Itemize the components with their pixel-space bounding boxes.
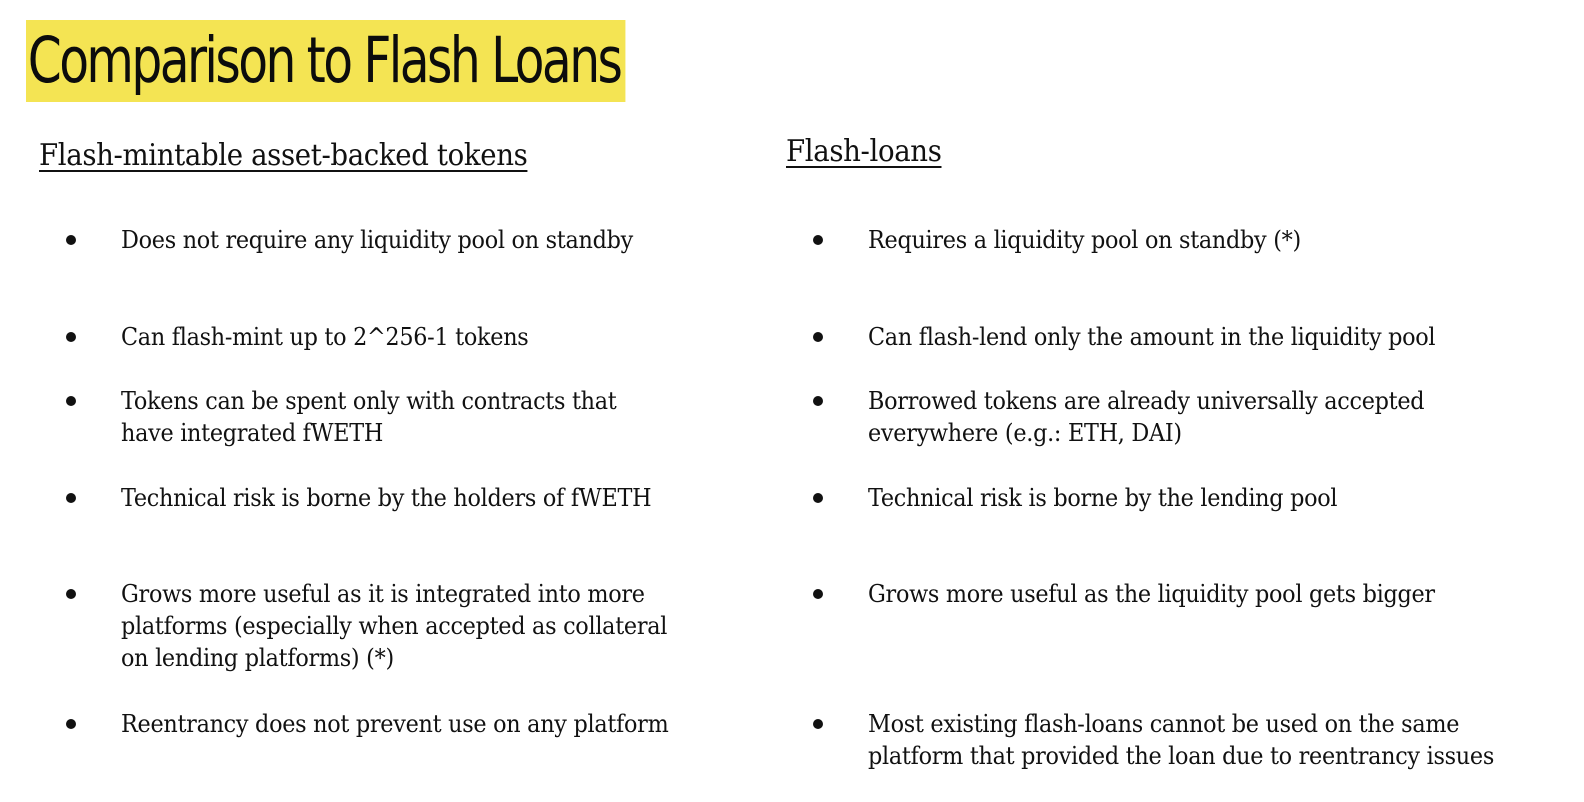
right-column-heading: Flash-loans bbox=[786, 134, 942, 169]
bullet-icon bbox=[66, 719, 76, 729]
bullet-icon bbox=[813, 493, 823, 503]
list-item-text: Grows more useful as it is integrated into more platforms (especially when accepted as collateral on lending platforms) (*) bbox=[121, 580, 668, 672]
list-item-text: Technical risk is borne by the holders of fWETH bbox=[121, 484, 652, 512]
list-item-text: Grows more useful as the liquidity pool gets bigger bbox=[868, 580, 1435, 608]
list-item-text: Requires a liquidity pool on standby (*) bbox=[868, 226, 1301, 254]
bullet-icon bbox=[813, 396, 823, 406]
list-item-text: Can flash-mint up to 2^256-1 tokens bbox=[121, 323, 529, 351]
list-item-text: Tokens can be spent only with contracts that have integrated fWETH bbox=[121, 387, 617, 447]
bullet-icon bbox=[66, 332, 76, 342]
list-item-text: Technical risk is borne by the lending pool bbox=[868, 484, 1338, 512]
slide-title: Comparison to Flash Loans bbox=[26, 20, 626, 102]
bullet-icon bbox=[813, 332, 823, 342]
bullet-icon bbox=[813, 589, 823, 599]
bullet-icon bbox=[66, 589, 76, 599]
bullet-icon bbox=[66, 235, 76, 245]
bullet-icon bbox=[813, 719, 823, 729]
list-item-text: Borrowed tokens are already universally accepted everywhere (e.g.: ETH, DAI) bbox=[868, 387, 1425, 447]
bullet-icon bbox=[813, 235, 823, 245]
left-column-heading: Flash-mintable asset-backed tokens bbox=[39, 138, 528, 173]
bullet-icon bbox=[66, 396, 76, 406]
list-item-text: Most existing flash-loans cannot be used on the same platform that provided the loan due to reentrancy issues bbox=[868, 710, 1494, 770]
bullet-icon bbox=[66, 493, 76, 503]
list-item-text: Does not require any liquidity pool on standby bbox=[121, 226, 633, 254]
list-item-text: Can flash-lend only the amount in the liquidity pool bbox=[868, 323, 1436, 351]
list-item-text: Reentrancy does not prevent use on any platform bbox=[121, 710, 669, 738]
